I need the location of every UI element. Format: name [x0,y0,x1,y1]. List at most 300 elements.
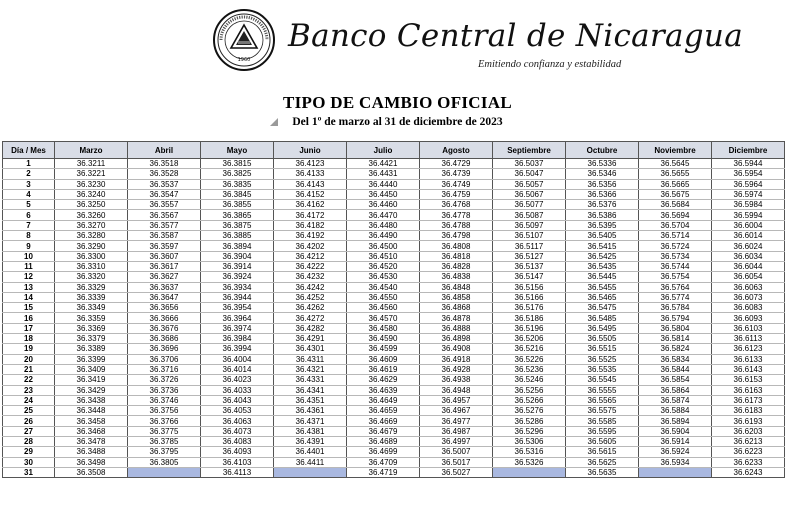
rate-cell: 36.3984 [201,334,274,344]
rate-cell: 36.6014 [712,231,785,241]
rate-cell: 36.4828 [420,261,493,271]
rate-cell: 36.4212 [274,251,347,261]
table-row [3,334,785,344]
rate-cell: 36.5774 [639,292,712,302]
day-cell: 9 [3,241,55,251]
table-row [3,375,785,385]
rate-cell: 36.4778 [420,210,493,220]
rate-cell: 36.6113 [712,334,785,344]
rate-cell: 36.5804 [639,323,712,333]
rate-cell: 36.5127 [493,251,566,261]
table-row [3,313,785,323]
table-row [3,416,785,426]
rate-cell: 36.5196 [493,323,566,333]
rate-cell: 36.5216 [493,344,566,354]
rate-cell: 36.4818 [420,251,493,261]
rate-cell: 36.5655 [639,169,712,179]
rate-cell: 36.5037 [493,159,566,169]
rate-cell: 36.5087 [493,210,566,220]
table-row [3,241,785,251]
rate-cell: 36.4460 [347,200,420,210]
day-cell: 4 [3,189,55,199]
table-row [3,395,785,405]
rate-cell: 36.5694 [639,210,712,220]
rate-cell: 36.4629 [347,375,420,385]
rate-cell: 36.4699 [347,447,420,457]
rate-cell: 36.3567 [128,210,201,220]
rate-cell: 36.4311 [274,354,347,364]
day-cell: 16 [3,313,55,323]
rate-cell: 36.4649 [347,395,420,405]
day-cell: 23 [3,385,55,395]
rate-cell: 36.6163 [712,385,785,395]
rate-cell: 36.4619 [347,364,420,374]
column-header-month: Julio [347,142,420,159]
rate-cell: 36.4232 [274,272,347,282]
table-row [3,354,785,364]
rate-cell: 36.5176 [493,303,566,313]
rate-cell: 36.4590 [347,334,420,344]
rate-cell: 36.6143 [712,364,785,374]
rate-cell: 36.5047 [493,169,566,179]
rate-cell: 36.5675 [639,189,712,199]
table-row [3,457,785,467]
rate-cell: 36.3994 [201,344,274,354]
day-cell: 10 [3,251,55,261]
rate-cell: 36.6223 [712,447,785,457]
rate-cell: 36.4530 [347,272,420,282]
rate-cell: 36.4381 [274,426,347,436]
rate-cell: 36.5764 [639,282,712,292]
rate-cell: 36.3637 [128,282,201,292]
rate-cell: 36.5724 [639,241,712,251]
rate-cell: 36.5515 [566,344,639,354]
rate-cell: 36.4053 [201,406,274,416]
rate-cell: 36.6133 [712,354,785,364]
rate-cell: 36.3875 [201,220,274,230]
day-cell: 17 [3,323,55,333]
rate-cell: 36.3518 [128,159,201,169]
rate-cell: 36.3320 [55,272,128,282]
rate-cell: 36.4868 [420,303,493,313]
rate-cell: 36.5605 [566,437,639,447]
rate-cell: 36.5984 [712,200,785,210]
rate-cell: 36.4023 [201,375,274,385]
empty-date-cell [128,467,201,477]
rate-cell: 36.4043 [201,395,274,405]
rate-cell: 36.5884 [639,406,712,416]
rate-cell: 36.4898 [420,334,493,344]
rate-cell: 36.3825 [201,169,274,179]
rate-cell: 36.4361 [274,406,347,416]
rate-cell: 36.3656 [128,303,201,313]
rate-cell: 36.3845 [201,189,274,199]
table-row [3,169,785,179]
rate-cell: 36.6233 [712,457,785,467]
rate-cell: 36.4997 [420,437,493,447]
table-row [3,364,785,374]
rate-cell: 36.5595 [566,426,639,436]
rate-cell: 36.5565 [566,395,639,405]
rate-cell: 36.5914 [639,437,712,447]
rate-cell: 36.5864 [639,385,712,395]
day-cell: 18 [3,334,55,344]
rate-cell: 36.3349 [55,303,128,313]
rate-cell: 36.5904 [639,426,712,436]
rate-cell: 36.4948 [420,385,493,395]
rate-cell: 36.4719 [347,467,420,477]
rate-cell: 36.5156 [493,282,566,292]
rate-cell: 36.4490 [347,231,420,241]
rate-cell: 36.3865 [201,210,274,220]
day-cell: 5 [3,200,55,210]
rate-cell: 36.4967 [420,406,493,416]
rate-cell: 36.4977 [420,416,493,426]
rate-cell: 36.3438 [55,395,128,405]
rate-cell: 36.5316 [493,447,566,457]
rate-cell: 36.5964 [712,179,785,189]
rate-cell: 36.3597 [128,241,201,251]
rate-cell: 36.3647 [128,292,201,302]
day-cell: 12 [3,272,55,282]
rate-cell: 36.4540 [347,282,420,292]
rate-cell: 36.5346 [566,169,639,179]
rate-cell: 36.5366 [566,189,639,199]
rate-cell: 36.5645 [639,159,712,169]
column-header-month: Diciembre [712,142,785,159]
rate-cell: 36.5226 [493,354,566,364]
rate-cell: 36.3329 [55,282,128,292]
rate-cell: 36.5206 [493,334,566,344]
rate-cell: 36.4242 [274,282,347,292]
rate-cell: 36.6063 [712,282,785,292]
rate-cell: 36.4480 [347,220,420,230]
rate-cell: 36.5435 [566,261,639,271]
rate-cell: 36.3508 [55,467,128,477]
rate-cell: 36.6054 [712,272,785,282]
rate-cell: 36.5007 [420,447,493,457]
rate-cell: 36.6153 [712,375,785,385]
rate-cell: 36.3795 [128,447,201,457]
day-cell: 26 [3,416,55,426]
rate-cell: 36.3498 [55,457,128,467]
rate-cell: 36.5854 [639,375,712,385]
day-cell: 30 [3,457,55,467]
rate-cell: 36.3547 [128,189,201,199]
day-cell: 20 [3,354,55,364]
rate-cell: 36.4391 [274,437,347,447]
rate-cell: 36.4928 [420,364,493,374]
rate-cell: 36.5874 [639,395,712,405]
rate-cell: 36.3528 [128,169,201,179]
rate-cell: 36.3766 [128,416,201,426]
rate-cell: 36.4679 [347,426,420,436]
rate-cell: 36.4609 [347,354,420,364]
rate-cell: 36.4222 [274,261,347,271]
rate-cell: 36.4192 [274,231,347,241]
table-row [3,210,785,220]
rate-cell: 36.4272 [274,313,347,323]
rate-cell: 36.4073 [201,426,274,436]
rate-cell: 36.5994 [712,210,785,220]
rate-cell: 36.4113 [201,467,274,477]
rate-cell: 36.5186 [493,313,566,323]
rate-cell: 36.6034 [712,251,785,261]
rate-cell: 36.3339 [55,292,128,302]
rate-cell: 36.5934 [639,457,712,467]
rate-cell: 36.3894 [201,241,274,251]
page-title: TIPO DE CAMBIO OFICIAL [282,93,513,112]
day-cell: 13 [3,282,55,292]
rate-cell: 36.5077 [493,200,566,210]
table-row [3,437,785,447]
rate-cell: 36.3389 [55,344,128,354]
day-cell: 29 [3,447,55,457]
rate-cell: 36.5585 [566,416,639,426]
rate-cell: 36.5266 [493,395,566,405]
column-header-month: Octubre [566,142,639,159]
table-row [3,292,785,302]
rate-cell: 36.3954 [201,303,274,313]
table-body [3,159,785,478]
rate-cell: 36.6044 [712,261,785,271]
rate-cell: 36.4848 [420,282,493,292]
rate-cell: 36.3756 [128,406,201,416]
rate-cell: 36.5894 [639,416,712,426]
rate-cell: 36.4063 [201,416,274,426]
rate-cell: 36.3835 [201,179,274,189]
rate-cell: 36.3617 [128,261,201,271]
column-header-month: Marzo [55,142,128,159]
rate-cell: 36.3885 [201,231,274,241]
column-header-day: Día / Mes [3,142,55,159]
rate-cell: 36.5336 [566,159,639,169]
rate-cell: 36.3815 [201,159,274,169]
rate-cell: 36.6193 [712,416,785,426]
page-subtitle: Del 1º de marzo al 31 de diciembre de 2023 [292,116,503,128]
rate-cell: 36.5027 [420,467,493,477]
rate-cell: 36.5465 [566,292,639,302]
rate-cell: 36.5455 [566,282,639,292]
rate-cell: 36.5147 [493,272,566,282]
rate-cell: 36.5555 [566,385,639,395]
rate-cell: 36.5495 [566,323,639,333]
column-header-month: Noviembre [639,142,712,159]
rate-cell: 36.4808 [420,241,493,251]
rate-cell: 36.3478 [55,437,128,447]
rate-cell: 36.3726 [128,375,201,385]
table-row [3,303,785,313]
rate-cell: 36.5525 [566,354,639,364]
rate-cell: 36.6083 [712,303,785,313]
rate-cell: 36.5784 [639,303,712,313]
rate-cell: 36.5704 [639,220,712,230]
table-row [3,344,785,354]
rate-cell: 36.5475 [566,303,639,313]
rate-cell: 36.5256 [493,385,566,395]
rate-cell: 36.4440 [347,179,420,189]
rate-cell: 36.5814 [639,334,712,344]
rate-cell: 36.5017 [420,457,493,467]
rate-cell: 36.3676 [128,323,201,333]
rate-cell: 36.3904 [201,251,274,261]
rate-cell: 36.5117 [493,241,566,251]
rate-cell: 36.3468 [55,426,128,436]
rate-cell: 36.3221 [55,169,128,179]
rate-cell: 36.5376 [566,200,639,210]
rate-cell: 36.4033 [201,385,274,395]
rate-cell: 36.5974 [712,189,785,199]
rate-cell: 36.3230 [55,179,128,189]
rate-cell: 36.4709 [347,457,420,467]
rate-cell: 36.4550 [347,292,420,302]
rate-cell: 36.5824 [639,344,712,354]
day-cell: 3 [3,179,55,189]
table-row [3,272,785,282]
rate-cell: 36.4262 [274,303,347,313]
day-cell: 2 [3,169,55,179]
rate-cell: 36.5276 [493,406,566,416]
rate-cell: 36.6024 [712,241,785,251]
table-header-row [3,142,785,159]
column-header-month: Mayo [201,142,274,159]
rate-cell: 36.5445 [566,272,639,282]
rate-cell: 36.4908 [420,344,493,354]
rate-cell: 36.4450 [347,189,420,199]
rate-cell: 36.3716 [128,364,201,374]
svg-text:1960: 1960 [237,57,251,63]
rate-cell: 36.5734 [639,251,712,261]
day-cell: 31 [3,467,55,477]
rate-cell: 36.4768 [420,200,493,210]
bank-name: Banco Central de Nicaragua [288,18,743,54]
rate-cell: 36.3706 [128,354,201,364]
rate-cell: 36.6243 [712,467,785,477]
column-header-month: Abril [128,142,201,159]
rate-cell: 36.6004 [712,220,785,230]
rate-cell: 36.5326 [493,457,566,467]
table-row [3,189,785,199]
rate-cell: 36.4421 [347,159,420,169]
rate-cell: 36.3270 [55,220,128,230]
rate-cell: 36.5057 [493,179,566,189]
day-cell: 25 [3,406,55,416]
rate-cell: 36.5794 [639,313,712,323]
bank-slogan: Emitiendo confianza y estabilidad [478,59,622,70]
rate-cell: 36.5425 [566,251,639,261]
column-header-month: Junio [274,142,347,159]
rate-cell: 36.3736 [128,385,201,395]
rate-cell: 36.4083 [201,437,274,447]
table-row [3,231,785,241]
rate-cell: 36.3696 [128,344,201,354]
rate-cell: 36.3627 [128,272,201,282]
rate-cell: 36.4987 [420,426,493,436]
rate-cell: 36.3964 [201,313,274,323]
rate-cell: 36.3250 [55,200,128,210]
rate-cell: 36.4470 [347,210,420,220]
rate-cell: 36.3974 [201,323,274,333]
rate-cell: 36.3260 [55,210,128,220]
rate-cell: 36.3805 [128,457,201,467]
rate-cell: 36.4938 [420,375,493,385]
day-cell: 15 [3,303,55,313]
table-row [3,159,785,169]
table-row [3,251,785,261]
rate-cell: 36.4301 [274,344,347,354]
rate-cell: 36.3379 [55,334,128,344]
rate-cell: 36.4143 [274,179,347,189]
rate-cell: 36.3359 [55,313,128,323]
rate-cell: 36.5944 [712,159,785,169]
rate-cell: 36.3399 [55,354,128,364]
rate-cell: 36.5306 [493,437,566,447]
rate-cell: 36.4004 [201,354,274,364]
rate-cell: 36.3419 [55,375,128,385]
rate-cell: 36.4321 [274,364,347,374]
day-cell: 8 [3,231,55,241]
rate-cell: 36.4689 [347,437,420,447]
rate-cell: 36.3310 [55,261,128,271]
rate-cell: 36.4639 [347,385,420,395]
rate-cell: 36.3409 [55,364,128,374]
rate-cell: 36.4888 [420,323,493,333]
empty-date-cell [639,467,712,477]
document-header [0,0,785,80]
rate-cell: 36.3458 [55,416,128,426]
rate-cell: 36.3240 [55,189,128,199]
rate-cell: 36.6073 [712,292,785,302]
table-row [3,179,785,189]
column-header-month: Septiembre [493,142,566,159]
table-row [3,220,785,230]
rate-cell: 36.4858 [420,292,493,302]
rate-cell: 36.4560 [347,303,420,313]
rate-cell: 36.3290 [55,241,128,251]
rate-cell: 36.4669 [347,416,420,426]
rate-cell: 36.4182 [274,220,347,230]
rate-cell: 36.6203 [712,426,785,436]
rate-cell: 36.5545 [566,375,639,385]
rate-cell: 36.5067 [493,189,566,199]
bank-seal-logo [213,9,275,71]
rate-cell: 36.5754 [639,272,712,282]
rate-cell: 36.5166 [493,292,566,302]
rate-cell: 36.3924 [201,272,274,282]
rate-cell: 36.5535 [566,364,639,374]
day-cell: 14 [3,292,55,302]
rate-cell: 36.5386 [566,210,639,220]
rate-cell: 36.3537 [128,179,201,189]
column-header-month: Agosto [420,142,493,159]
rate-cell: 36.4133 [274,169,347,179]
rate-cell: 36.3666 [128,313,201,323]
rate-cell: 36.5744 [639,261,712,271]
rate-cell: 36.5844 [639,364,712,374]
rate-cell: 36.5924 [639,447,712,457]
rate-cell: 36.4401 [274,447,347,457]
rate-cell: 36.4749 [420,179,493,189]
rate-cell: 36.6093 [712,313,785,323]
rate-cell: 36.5236 [493,364,566,374]
rate-cell: 36.4918 [420,354,493,364]
rate-cell: 36.5505 [566,334,639,344]
rate-cell: 36.4500 [347,241,420,251]
rate-cell: 36.3280 [55,231,128,241]
rate-cell: 36.4570 [347,313,420,323]
rate-cell: 36.5635 [566,467,639,477]
exchange-rate-table [2,141,785,478]
